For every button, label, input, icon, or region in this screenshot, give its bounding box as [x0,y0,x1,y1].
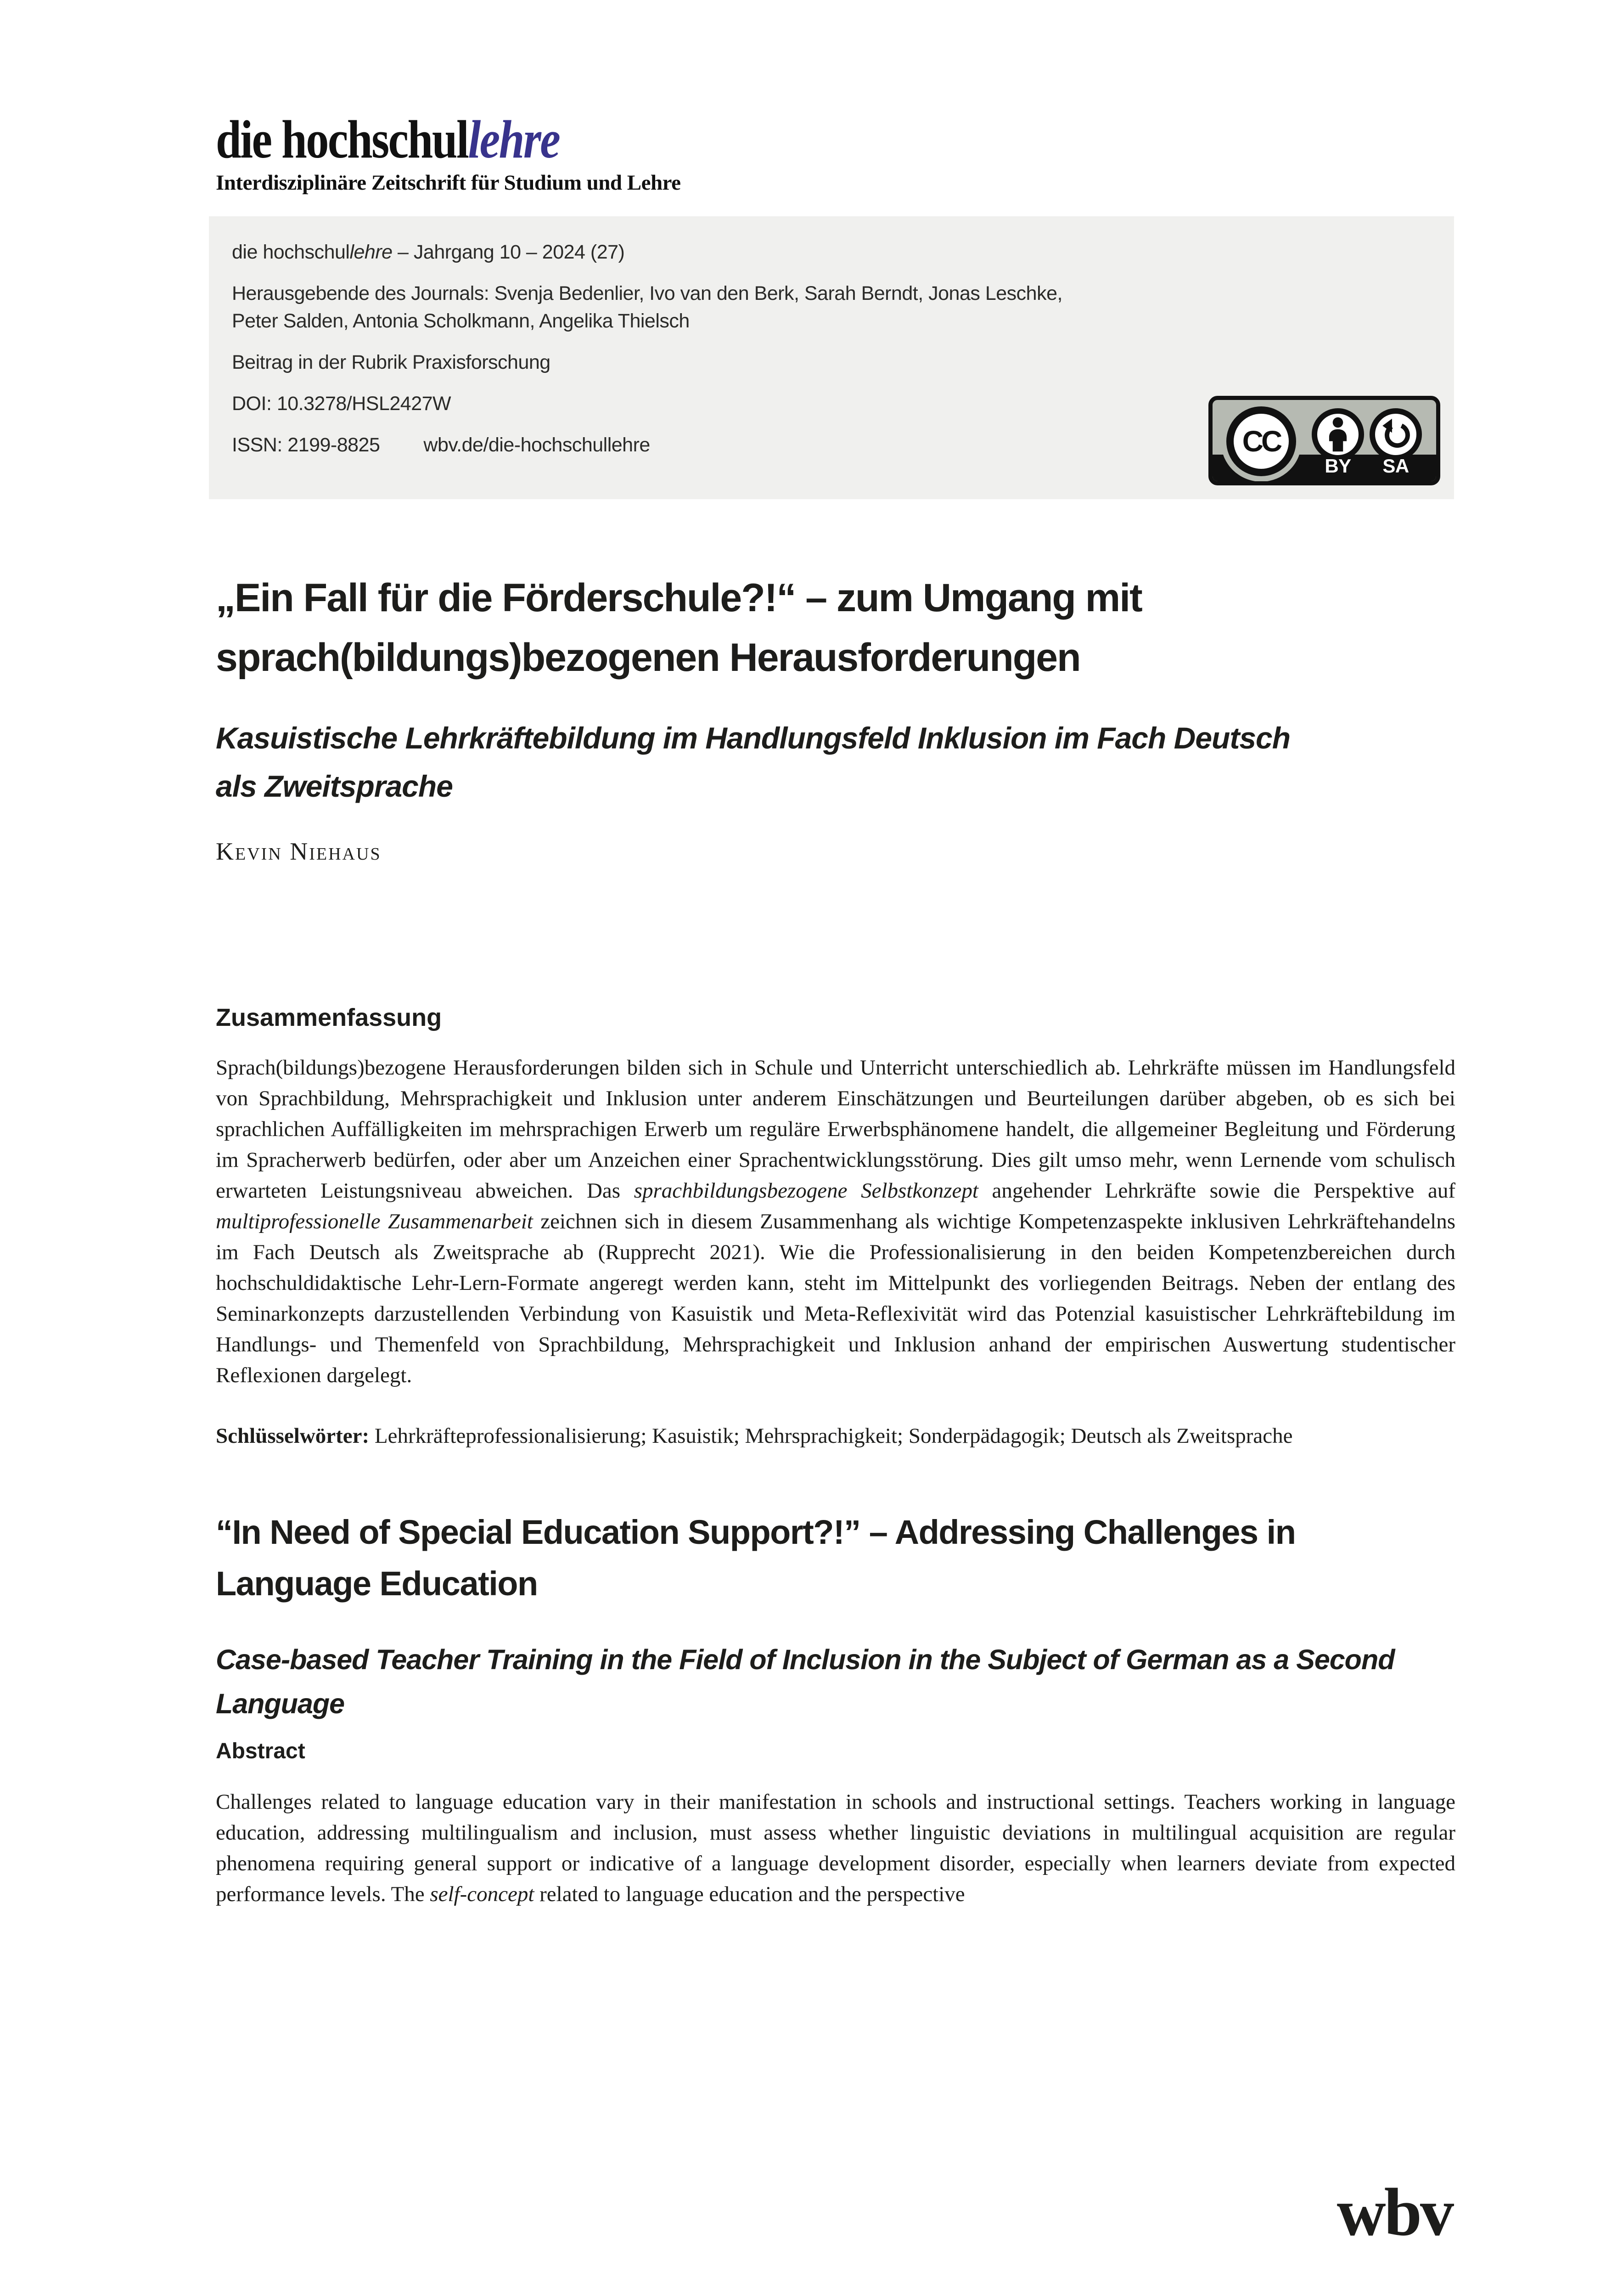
cc-by-label: BY [1325,455,1351,477]
abstract-de-seg5: zeichnen sich in diesem Zusammenhang als wichtige Kompetenzaspekte inklusiven Lehrkräftehandelns im Fach Deutsch als Zweitsprache ab (Rupprecht 2021). Wie die Professionalisierung in den beiden Kompetenzbereichen durch hochschuldidaktische Lehr-Lern-Formate angeregt werden kann, steht im Mittelpunkt des vorliegenden Beitrags. Neben der entlang des Seminarkonzepts darzustellenden Verbindung von Kasuistik und Meta-Reflexivität wird das Potenzial kasuistischer Lehrkräftebildung im Handlungs- und Themenfeld von Sprachbildung, Mehrsprachigkeit und Inklusion anhand der empirischen Auswertung studentischer Reflexionen dargelegt. [216,1209,1455,1387]
abstract-en-italic-term: self-concept [430,1882,534,1907]
abstract-de-seg3: angehender Lehrkräfte sowie die Perspektive auf [978,1178,1456,1203]
abstract-de-seg1: Sprach(bildungs)bezogene Herausforderungen bilden sich in Schule und Unterricht unterschiedlich ab. Lehrkräfte müssen im Handlungsfeld von Sprachbildung, Mehrsprachigkeit und Inklusion unter anderem Einschätzungen und Beurteilungen darüber abgeben, ob es sich bei sprachlichen Auffälligkeiten im mehrsprachigen Erwerb um reguläre Erwerbsphänomene handelt, die allgemeiner Begleitung und Förderung im Spracherwerb bedürfen, oder aber um Anzeichen einer Sprachentwicklungsstörung. Dies gilt umso mehr, wenn Lernende vom schulisch erwarteten Leistungsniveau abweichen. Das [216,1055,1455,1203]
journal-website-link[interactable]: wbv.de/die-hochschullehre [423,434,650,456]
cc-sa-label: SA [1382,455,1409,477]
rubric-line: Beitrag in der Rubrik Praxisforschung [232,351,550,373]
article-title-de-line1: „Ein Fall für die Förderschule?!“ – zum Umgang mit [216,576,1142,620]
issue-journal-name: die hochschul [232,241,350,263]
article-subtitle-de-line1: Kasuistische Lehrkräftebildung im Handlungsfeld Inklusion im Fach Deutsch [216,720,1291,755]
cc-by-sa-license-badge[interactable] [1208,396,1440,485]
keywords-de-list: Lehrkräfteprofessionalisierung; Kasuistik; Mehrsprachigkeit; Sonderpädagogik; Deutsch als Zweitsprache [369,1424,1293,1448]
abstract-de-italic-term-1: sprachbildungsbezogene Selbstkonzept [634,1178,978,1203]
doi-line: DOI: 10.3278/HSL2427W [232,393,451,415]
editors-line-1: Herausgebende des Journals: Svenja Bedenlier, Ivo van den Berk, Sarah Berndt, Jonas Leschke, [232,282,1062,304]
abstract-en-seg3: related to language education and the perspective [534,1882,965,1907]
cc-icon: CC [1226,406,1296,476]
author-name: Kevin Niehaus [216,837,382,865]
editors-line-2: Peter Salden, Antonia Scholkmann, Angelika Thielsch [232,310,690,332]
editors-line [232,280,1431,335]
article-subtitle-en-line1: Case-based Teacher Training in the Field of Inclusion in the Subject of German as a Second [216,1644,1395,1676]
abstract-en-heading: Abstract [216,1739,305,1764]
abstract-de-text [216,1052,1455,1391]
article-title-de-line2: sprach(bildungs)bezogenen Herausforderungen [216,636,1080,680]
article-subtitle-en [216,1638,1455,1726]
article-title-de [216,568,1455,687]
issue-meta-box [209,216,1454,499]
abstract-en-seg1: Challenges related to language education vary in their manifestation in schools and instructional settings. Teachers working in language education, addressing multilingualism and inclusion, must assess whether linguistic deviations in multilingual acquisition are regular phenomena requiring general support or indicative of a language development disorder, especially when learners deviate from expected performance levels. The [216,1790,1455,1907]
article-subtitle-de-line2: als Zweitsprache [216,769,453,803]
content-column [216,0,1455,1931]
keywords-de [216,1421,1455,1452]
abstract-de-italic-term-2: multiprofessionelle Zusammenarbeit [216,1209,533,1233]
journal-logo-accent: lehre [468,109,560,169]
article-subtitle-de [216,714,1455,810]
abstract-en-text [216,1787,1455,1910]
journal-tagline: Interdisziplinäre Zeitschrift für Studium und Lehre [216,171,681,195]
publisher-wbv-logo: wbv [1337,2175,1452,2250]
issue-volume-year: – Jahrgang 10 – 2024 (27) [392,241,625,263]
article-title-en-line1: “In Need of Special Education Support?!” – Addressing Challenges in [216,1513,1296,1551]
masthead [216,109,1455,195]
article-title-en [216,1507,1455,1609]
article-subtitle-en-line2: Language [216,1688,345,1720]
keywords-de-label: Schlüsselwörter: [216,1424,370,1448]
abstract-de-heading: Zusammenfassung [216,1003,442,1031]
issn-number: ISSN: 2199-8825 [232,434,380,456]
journal-logo [216,109,560,169]
issue-line [232,238,1431,266]
article-title-en-line2: Language Education [216,1564,538,1603]
issue-journal-name-italic: lehre [349,241,393,263]
journal-logo-black: die hochschul [216,109,468,169]
